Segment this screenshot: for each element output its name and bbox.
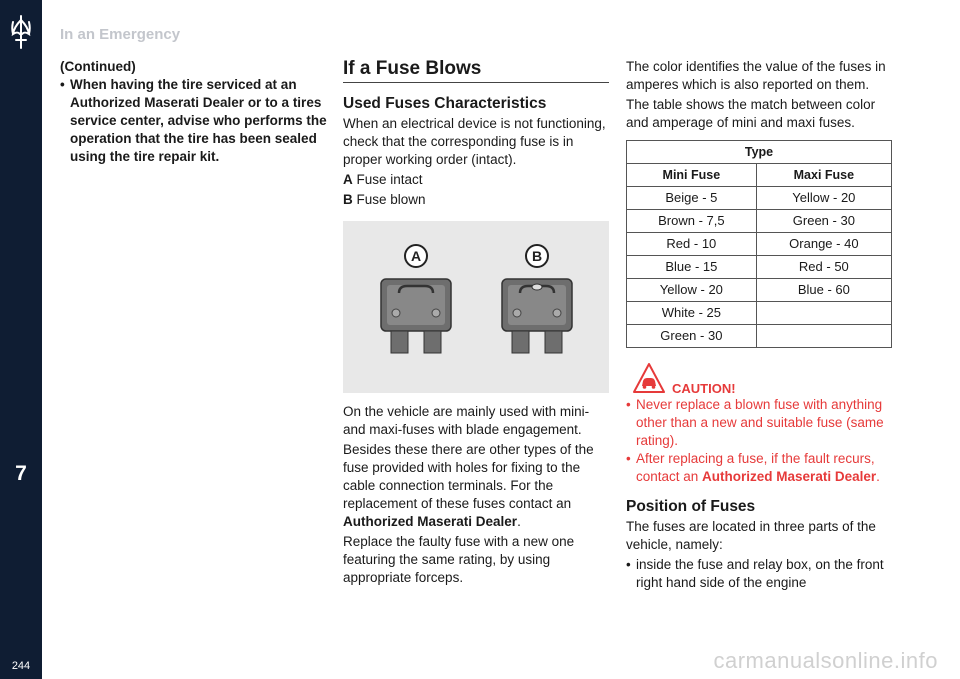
table-row [627,210,892,233]
table-cell [756,325,891,348]
table-cell: Beige - 5 [627,187,757,210]
legend-a [343,171,609,189]
positions-list [626,556,892,592]
legend-b [343,191,609,209]
list-item [60,76,330,166]
other-fuses-paragraph [343,441,609,531]
column-right [626,58,892,592]
page-header-title: In an Emergency [60,26,181,43]
fuse-table [626,140,892,348]
continued-label: (Continued) [60,59,136,74]
trident-logo-icon [8,14,34,50]
table-row [627,187,892,210]
caution-list [626,396,892,486]
caution-text-pre: After replacing a fuse, if the fault recurs, contact an [636,451,875,484]
other-fuses-text-post: . [517,514,521,529]
table-row [627,256,892,279]
page-number: 244 [11,660,31,672]
table-cell: Blue - 60 [756,279,891,302]
table-header-row [627,141,892,164]
intro-paragraph: When an electrical device is not functioning, check that the corresponding fuse is in proper working order (intact). [343,116,606,167]
legend-a-key: A [343,172,353,187]
subsection-title-positions: Position of Fuses [626,498,756,515]
table-cell: Red - 50 [756,256,891,279]
table-cell: Yellow - 20 [627,279,757,302]
caution-header [626,362,892,396]
table-cell: Orange - 40 [756,233,891,256]
tire-service-list [60,76,330,166]
chapter-number: 7 [15,462,27,485]
figure-label-b: B [531,248,543,264]
section-title: If a Fuse Blows [343,58,609,83]
table-header-row [627,164,892,187]
table-row [627,325,892,348]
fuse-figure [343,221,609,393]
caution-title: CAUTION! [672,381,736,396]
fuse-types-paragraph: On the vehicle are mainly used with mini-and maxi-fuses with blade engagement. [343,404,590,437]
caution-text-post: . [876,469,880,484]
positions-paragraph: The fuses are located in three parts of the vehicle, namely: [626,519,876,552]
caution-text-strong: Authorized Maserati Dealer [702,469,877,484]
table-cell: Yellow - 20 [756,187,891,210]
maxi-fuse-header: Maxi Fuse [756,164,891,187]
other-fuses-text-strong: Authorized Maserati Dealer [343,514,518,529]
list-item: • inside the fuse and relay box, on the front right hand side of the engine [626,556,892,592]
table-cell: White - 25 [627,302,757,325]
car-warning-icon [632,362,666,394]
replace-fuse-paragraph: Replace the faulty fuse with a new one featuring the same rating, by using appropriate forceps. [343,534,575,585]
table-cell: Green - 30 [627,325,757,348]
table-cell: Blue - 15 [627,256,757,279]
color-paragraph: The color identifies the value of the fuses in amperes which is also reported on them. [626,59,886,92]
sidebar [0,0,42,679]
list-item [626,450,892,486]
column-middle [343,58,609,589]
legend-a-text: Fuse intact [352,172,423,187]
legend-b-text: Fuse blown [352,192,426,207]
table-cell: Red - 10 [627,233,757,256]
list-item: • Never replace a blown fuse with anything other than a new and suitable fuse (same rating). [626,396,892,450]
column-left [60,58,330,166]
subsection-title: Used Fuses Characteristics [343,95,547,112]
table-row [627,279,892,302]
table-intro-paragraph: The table shows the match between color and amperage of mini and maxi fuses. [626,97,876,130]
table-cell [756,302,891,325]
table-cell: Brown - 7,5 [627,210,757,233]
table-cell: Green - 30 [756,210,891,233]
bullet-text-pre: When having the tire serviced at an [70,77,297,92]
table-row [627,302,892,325]
bullet-text-post: or to a tires service center, advise who performs the operation that the tire has been sealed using the tire repair kit. [70,95,327,164]
watermark: carmanualsonline.info [713,648,938,673]
bullet-text-strong: Authorized Maserati Dealer [70,95,245,110]
type-header: Type [627,141,892,164]
table-row [627,233,892,256]
fuse-blown-illustration [498,243,576,355]
figure-label-a: A [410,248,422,264]
mini-fuse-header: Mini Fuse [627,164,757,187]
caution-box [626,362,892,486]
other-fuses-text-pre: Besides these there are other types of the fuse provided with holes for fixing to the cable connection terminals. For the replacement of these fuses contact an [343,442,594,511]
legend-b-key: B [343,192,353,207]
fuse-intact-illustration [377,243,455,355]
